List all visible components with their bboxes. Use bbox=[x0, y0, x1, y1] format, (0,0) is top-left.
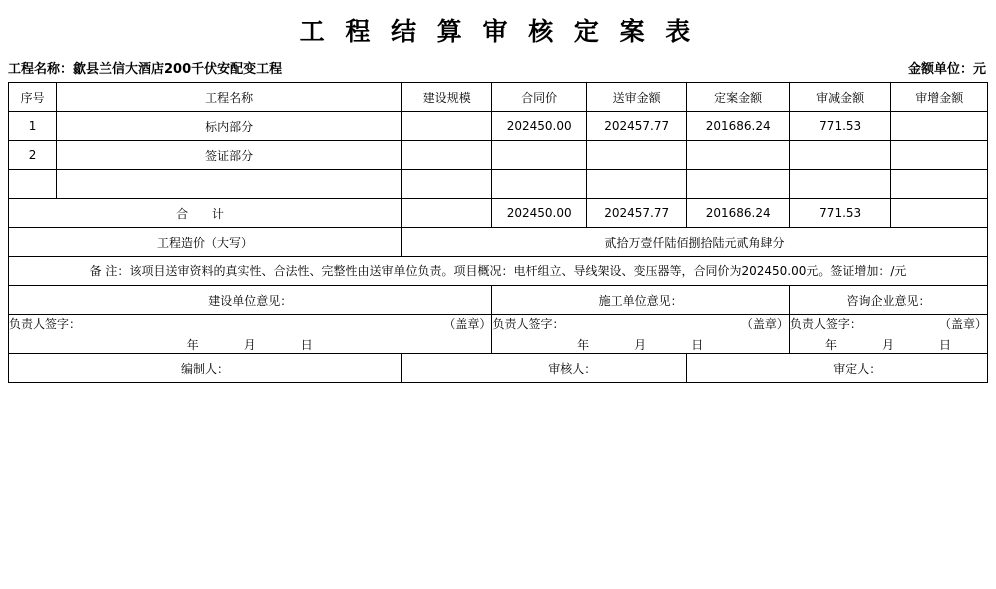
header-no: 序号 bbox=[9, 83, 57, 112]
row-final-amount: 201686.24 bbox=[687, 112, 790, 141]
row-scale bbox=[401, 141, 491, 170]
opinion-consulting-firm: 咨询企业意见： bbox=[789, 286, 987, 315]
audit-table bbox=[8, 82, 988, 383]
row-final-amount bbox=[687, 141, 790, 170]
day-label: 日 bbox=[300, 338, 314, 352]
row-increased-amount bbox=[891, 112, 988, 141]
table-total-row bbox=[9, 199, 988, 228]
page-title: 工 程 结 算 审 核 定 案 表 bbox=[299, 17, 697, 46]
amount-unit-note: 金额单位：元 bbox=[907, 62, 986, 77]
signature-block-consulting bbox=[789, 315, 987, 354]
row-submitted-amount: 202457.77 bbox=[586, 112, 687, 141]
total-contract-price: 202450.00 bbox=[492, 199, 586, 228]
capital-amount-label: 工程造价（大写） bbox=[9, 228, 402, 257]
table-row bbox=[9, 170, 988, 199]
row-contract-price bbox=[492, 141, 586, 170]
total-label: 合 计 bbox=[9, 199, 402, 228]
day-label: 日 bbox=[691, 338, 705, 352]
year-label: 年 bbox=[824, 338, 838, 352]
total-submitted-amount: 202457.77 bbox=[586, 199, 687, 228]
date-line bbox=[825, 336, 952, 353]
note-row bbox=[9, 257, 988, 286]
header-scale: 建设规模 bbox=[401, 83, 491, 112]
row-scale bbox=[401, 112, 491, 141]
row-no bbox=[9, 170, 57, 199]
opinions-row bbox=[9, 286, 988, 315]
table-row bbox=[9, 112, 988, 141]
row-reduced-amount: 771.53 bbox=[789, 112, 891, 141]
seal-label: （盖章） bbox=[443, 317, 492, 331]
capital-amount-value: 贰拾万壹仟陆佰捌拾陆元贰角肆分 bbox=[401, 228, 987, 257]
table-row bbox=[9, 141, 988, 170]
opinion-construction-unit: 建设单位意见： bbox=[9, 286, 492, 315]
month-label: 月 bbox=[243, 338, 257, 352]
capital-amount-row bbox=[9, 228, 988, 257]
row-increased-amount bbox=[891, 141, 988, 170]
table-header-row bbox=[9, 83, 988, 112]
total-increased-amount bbox=[891, 199, 988, 228]
signature-label: 负责人签字： bbox=[789, 317, 862, 331]
row-reduced-amount bbox=[789, 141, 891, 170]
row-final-amount bbox=[687, 170, 790, 199]
year-label: 年 bbox=[577, 338, 591, 352]
project-name-value: 歙县兰信大酒店200千伏安配变工程 bbox=[73, 62, 283, 77]
row-increased-amount bbox=[891, 170, 988, 199]
date-line bbox=[187, 336, 314, 353]
row-submitted-amount bbox=[586, 141, 687, 170]
header-reduced-amount: 审减金额 bbox=[789, 83, 891, 112]
project-name-label: 工程名称： bbox=[8, 62, 74, 77]
row-contract-price bbox=[492, 170, 586, 199]
signature-block-construction bbox=[9, 315, 492, 354]
row-scale bbox=[401, 170, 491, 199]
total-reduced-amount: 771.53 bbox=[789, 199, 891, 228]
signature-block-contractor bbox=[492, 315, 789, 354]
month-label: 月 bbox=[634, 338, 648, 352]
row-reduced-amount bbox=[789, 170, 891, 199]
row-project-name: 标内部分 bbox=[57, 112, 402, 141]
year-label: 年 bbox=[186, 338, 200, 352]
footer-preparer: 编制人： bbox=[9, 354, 402, 383]
row-no: 1 bbox=[9, 112, 57, 141]
subheader bbox=[0, 58, 996, 82]
row-submitted-amount bbox=[586, 170, 687, 199]
header-submitted-amount: 送审金额 bbox=[586, 83, 687, 112]
row-project-name bbox=[57, 170, 402, 199]
header-project-name: 工程名称 bbox=[57, 83, 402, 112]
signature-row bbox=[9, 315, 988, 354]
note-cell bbox=[9, 257, 988, 286]
seal-label: （盖章） bbox=[740, 317, 789, 331]
total-final-amount: 201686.24 bbox=[687, 199, 790, 228]
signature-label: 负责人签字： bbox=[9, 317, 82, 331]
footer-approver: 审定人： bbox=[687, 354, 988, 383]
seal-label: （盖章） bbox=[938, 317, 987, 331]
row-no: 2 bbox=[9, 141, 57, 170]
row-contract-price: 202450.00 bbox=[492, 112, 586, 141]
note-text: 该项目送审资料的真实性、合法性、完整性由送审单位负责。项目概况：电杆组立、导线架设、变压器等，合同价为202450.00元。签证增加：/元 bbox=[129, 264, 907, 278]
month-label: 月 bbox=[881, 338, 895, 352]
header-increased-amount: 审增金额 bbox=[891, 83, 988, 112]
footer-reviewer: 审核人： bbox=[401, 354, 686, 383]
row-project-name: 签证部分 bbox=[57, 141, 402, 170]
project-name-block bbox=[8, 58, 282, 77]
opinion-contractor-unit: 施工单位意见： bbox=[492, 286, 789, 315]
day-label: 日 bbox=[938, 338, 952, 352]
total-scale bbox=[401, 199, 491, 228]
header-contract-price: 合同价 bbox=[492, 83, 586, 112]
date-line bbox=[577, 336, 704, 353]
note-label: 备 注： bbox=[89, 264, 130, 278]
header-final-amount: 定案金额 bbox=[687, 83, 790, 112]
signature-label: 负责人签字： bbox=[492, 317, 565, 331]
footer-row bbox=[9, 354, 988, 383]
